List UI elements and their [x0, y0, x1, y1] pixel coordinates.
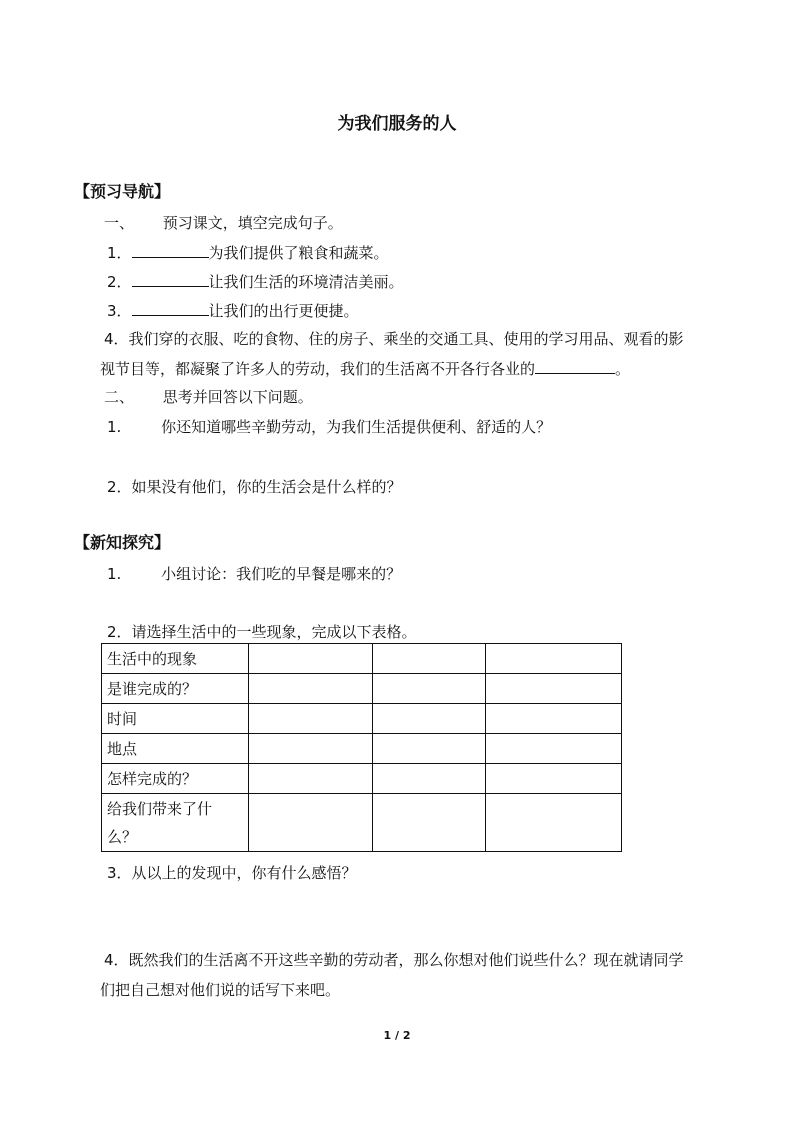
item-number: 1． [107, 244, 132, 262]
table-cell[interactable] [486, 644, 622, 674]
item-number: 3． [107, 302, 132, 320]
explore-question-4 [100, 945, 724, 1005]
row-label: 怎样完成的？ [102, 764, 249, 794]
page-number: 1 / 2 [383, 1029, 411, 1042]
table-cell[interactable] [373, 764, 486, 794]
row-label: 给我们带来了什么？ [102, 794, 249, 852]
question-number: 2． [107, 623, 132, 641]
item-4-end: 。 [615, 360, 631, 378]
table-row [102, 734, 622, 764]
table-row [102, 644, 622, 674]
part2-instruction [104, 387, 313, 407]
table-cell[interactable] [373, 644, 486, 674]
table-cell[interactable] [373, 674, 486, 704]
explore-question-2 [107, 622, 417, 642]
table-cell[interactable] [249, 734, 373, 764]
table-row [102, 764, 622, 794]
question-4-line-2: 们把自己想对他们说的话写下来吧。 [100, 981, 341, 999]
part1-label: 一、 [104, 214, 135, 232]
answer-blank[interactable] [132, 242, 209, 258]
question-number: 4． [104, 951, 129, 969]
question-text: 你还知道哪些辛勤劳动，为我们生活提供便利、舒适的人？ [161, 418, 552, 436]
table-row [102, 794, 622, 852]
item-4-line-1: 我们穿的衣服、吃的食物、住的房子、乘坐的交通工具、使用的学习用品、观看的影 [128, 330, 684, 348]
question-text: 如果没有他们，你的生活会是什么样的？ [131, 478, 402, 496]
part2-label: 二、 [104, 388, 135, 406]
question-text: 从以上的发现中，你有什么感悟？ [131, 864, 357, 882]
question-number: 2． [107, 478, 132, 496]
row-label: 是谁完成的？ [102, 674, 249, 704]
fill-item-3 [107, 300, 359, 321]
table-cell[interactable] [249, 674, 373, 704]
answer-blank[interactable] [535, 358, 615, 374]
table-cell[interactable] [486, 764, 622, 794]
table-cell[interactable] [486, 704, 622, 734]
table-cell[interactable] [373, 794, 486, 852]
section-heading-explore: 【新知探究】 [74, 533, 171, 552]
answer-blank[interactable] [132, 300, 209, 316]
explore-question-3 [107, 863, 357, 883]
table-cell[interactable] [373, 704, 486, 734]
fill-item-1 [107, 242, 389, 263]
part1-text: 预习课文，填空完成句子。 [162, 214, 343, 232]
question-text: 请选择生活中的一些现象，完成以下表格。 [131, 623, 417, 641]
question-number: 1. [107, 565, 122, 583]
question-text: 小组讨论：我们吃的早餐是哪来的？ [161, 565, 402, 583]
table-cell[interactable] [249, 794, 373, 852]
row-label: 地点 [102, 734, 249, 764]
row-label: 生活中的现象 [102, 644, 249, 674]
table-cell[interactable] [486, 734, 622, 764]
item-text: 让我们生活的环境清洁美丽。 [208, 273, 404, 291]
fill-item-4 [100, 324, 724, 384]
fill-item-2 [107, 271, 404, 292]
explore-question-1 [107, 564, 401, 584]
question-number: 3． [107, 864, 132, 882]
answer-blank[interactable] [132, 271, 209, 287]
observation-table [101, 643, 622, 852]
item-text: 为我们提供了粮食和蔬菜。 [208, 244, 389, 262]
question-4-line-1: 既然我们的生活离不开这些辛勤的劳动者，那么你想对他们说些什么？现在就请同学 [128, 951, 684, 969]
item-number: 2． [107, 273, 132, 291]
table-cell[interactable] [486, 794, 622, 852]
part2-text: 思考并回答以下问题。 [162, 388, 313, 406]
item-4-line-2: 视节目等，都凝聚了许多人的劳动，我们的生活离不开各行各业的 [100, 360, 536, 378]
question-number: 1. [107, 418, 122, 436]
table-cell[interactable] [486, 674, 622, 704]
page-title: 为我们服务的人 [337, 114, 457, 134]
table-row [102, 704, 622, 734]
row-label: 时间 [102, 704, 249, 734]
item-text: 让我们的出行更便捷。 [208, 302, 359, 320]
item-number: 4． [104, 330, 129, 348]
part2-question-1 [107, 417, 551, 437]
table-cell[interactable] [249, 704, 373, 734]
part2-question-2 [107, 477, 402, 497]
table-cell[interactable] [249, 764, 373, 794]
table-cell[interactable] [249, 644, 373, 674]
part1-instruction [104, 213, 343, 233]
table-cell[interactable] [373, 734, 486, 764]
section-heading-preview: 【预习导航】 [74, 182, 171, 201]
table-row [102, 674, 622, 704]
